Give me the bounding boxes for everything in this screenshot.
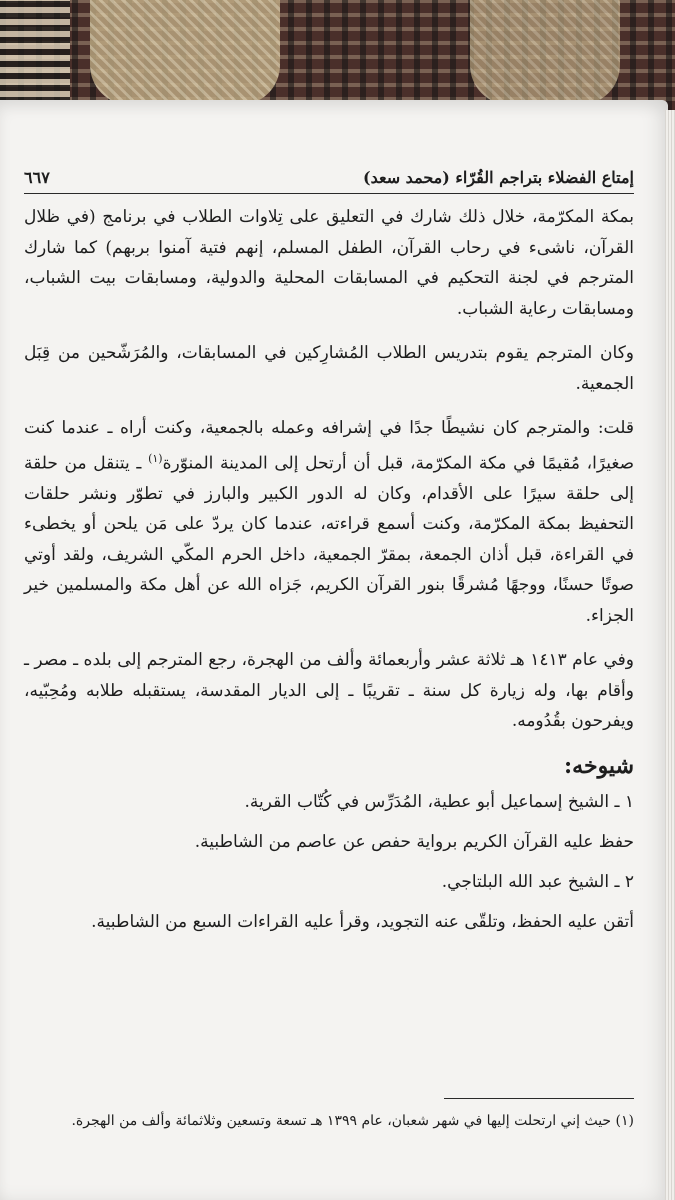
paragraph: بمكة المكرّمة، خلال ذلك شارك في التعليق على تِلاوات الطلاب في برنامج (في ظلال القرآن، ناشىء في رحاب القرآن، الطفل المسلم، إنهم فتية آمنوا بربهم) كما شارك المترجم في لجنة التحكيم في المسابقات المحلية والدولية، ومسابقات بيت الشباب، ومسابقات رعاية الشباب. — [24, 207, 634, 319]
page-number: ٦٦٧ — [24, 168, 50, 187]
list-item: حفظ عليه القرآن الكريم برواية حفص عن عاصم من الشاطبية. — [194, 831, 634, 852]
paragraph: وكان المترجم يقوم بتدريس الطلاب المُشارِكين في المسابقات، والمُرَشّحين من قِبَل الجمعية. — [24, 343, 634, 394]
footnote-separator — [24, 1098, 634, 1099]
rug-medallion — [470, 0, 620, 105]
footnote-text: (١) حيث إني ارتحلت إليها في شهر شعبان، عام ١٣٩٩ هـ تسعة وتسعين وثلاثمائة وألف من الهجرة. — [71, 1113, 634, 1129]
paragraph — [24, 413, 634, 631]
footnote-block — [24, 1098, 634, 1133]
paragraph-text: قلت: والمترجم كان نشيطًا جدًا في إشرافه وعمله بالجمعية، وكنت أراه ـ عندما كنت صغيرًا، مُقيمًا في مكة المكرّمة، قبل أن أرتحل إلى المدينة المنوّرة — [24, 418, 634, 474]
running-header — [24, 168, 634, 194]
list-item: ١ ـ الشيخ إسماعيل أبو عطية، المُدَرِّس في كُتّاب القرية. — [244, 791, 634, 812]
list-item: ٢ ـ الشيخ عبد الله البلتاجي. — [441, 871, 634, 892]
paragraph: وفي عام ١٤١٣ هـ ثلاثة عشر وأربعمائة وألف من الهجرة، رجع المترجم إلى بلده ـ مصر ـ وأقام بها، وله زيارة كل سنة ـ تقريبًا ـ إلى الديار المقدسة، يستقبله طلابه ومُحِبّيه، ويفرحون بقُدُومه. — [24, 650, 634, 732]
book-title: إمتاع الفضلاء بتراجم القُرّاء (محمد سعد) — [363, 168, 634, 187]
background-rug — [0, 0, 675, 115]
rug-medallion — [90, 0, 280, 105]
footnote-marker[interactable]: (١) — [148, 451, 163, 465]
page-edge — [665, 110, 675, 1200]
paragraph-text: ـ يتنقل من حلقة إلى حلقة سيرًا على الأقدام، وكان له الدور الكبير والبارز في تطوّر ونشر حلقات التحفيظ بمكة المكرّمة، وكنت أسمع قراءته، عندما كان يردّ على مَن يلحن أو يخطىء في القراءة، قبل أذان الجمعة، بمقرّ الجمعية، داخل الحرم المكّي الشريف، ولقد أوتي صوتًا حسنًا، ووجهًا مُشرقًا بنور القرآن الكريم، جَزاه الله عن أهل مكة والمسلمين خير الجزاء. — [24, 453, 635, 626]
section-heading: شيوخه: — [564, 752, 634, 779]
rug-border-pattern — [0, 0, 70, 115]
list-item: أتقن عليه الحفظ، وتلقّى عنه التجويد، وقرأ عليه القراءات السبع من الشاطبية. — [91, 911, 634, 932]
page-content — [24, 168, 634, 947]
